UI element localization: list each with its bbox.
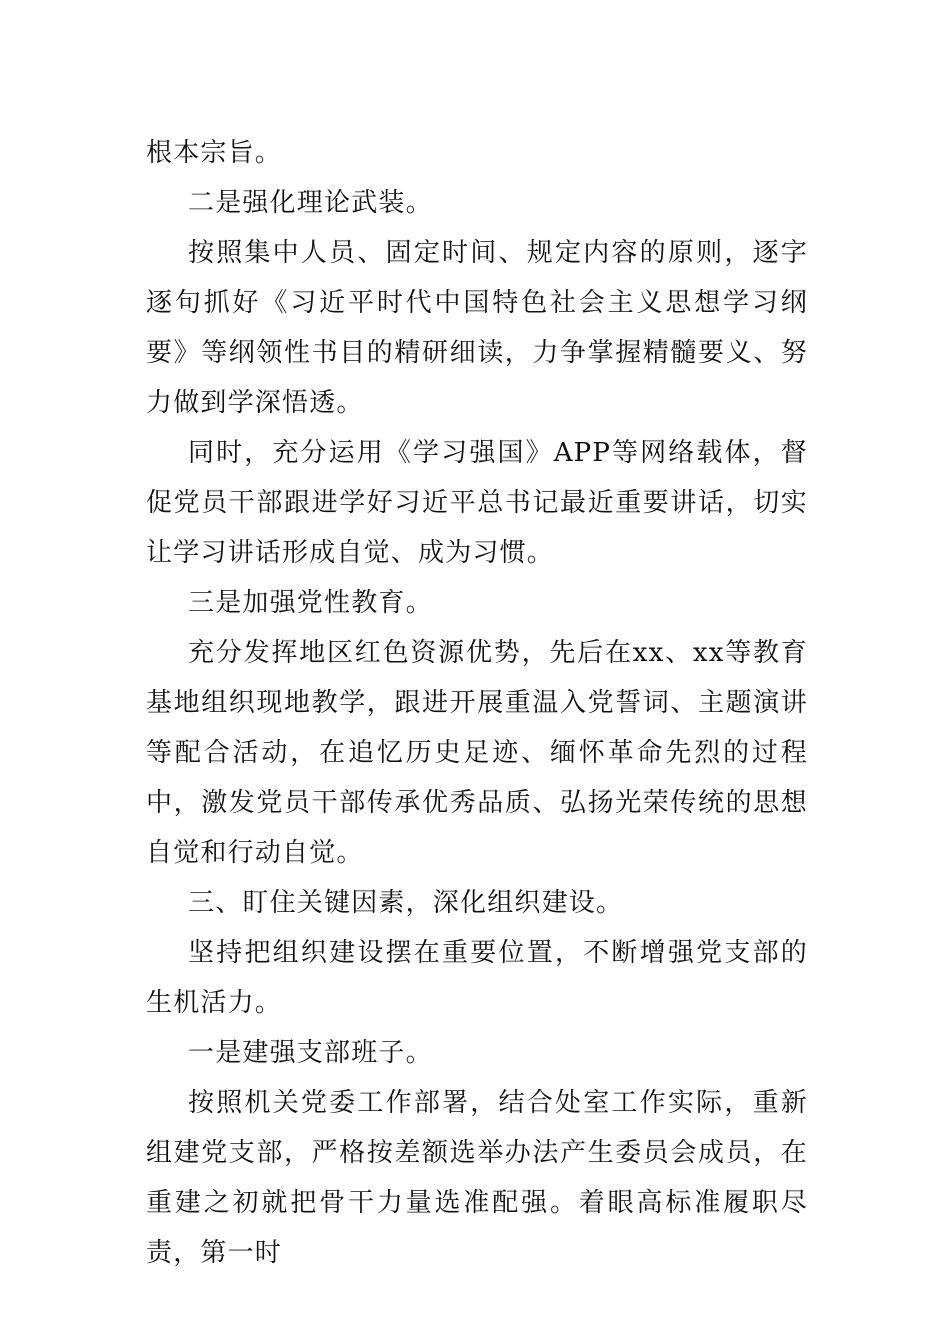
paragraph-4: 同时，充分运用《学习强国》APP等网络载体，督促党员干部跟进学好习近平总书记最近重要讲话，切实让学习讲话形成自觉、成为习惯。: [146, 438, 808, 568]
paragraph-10: 按照机关党委工作部署，结合处室工作实际，重新组建党支部，严格按差额选举办法产生委员会成员，在重建之初就把骨干力量选准配强。着眼高标准履职尽责，第一时: [146, 1088, 808, 1268]
paragraph-2: 二是强化理论武装。: [188, 188, 433, 218]
paragraph-3: 按照集中人员、固定时间、规定内容的原则，逐字逐句抓好《习近平时代中国特色社会主义思想学习纲要》等纲领性书目的精研细读，力争掌握精髓要义、努力做到学深悟透。: [146, 238, 808, 418]
paragraph-1: 根本宗旨。: [146, 138, 283, 168]
paragraph-7: 三、盯住关键因素，深化组织建设。: [188, 888, 624, 918]
paragraph-8: 坚持把组织建设摆在重要位置，不断增强党支部的生机活力。: [146, 938, 808, 1018]
document-body: [146, 128, 808, 1278]
paragraph-5: 三是加强党性教育。: [188, 588, 433, 618]
paragraph-9: 一是建强支部班子。: [188, 1038, 433, 1068]
paragraph-6: 充分发挥地区红色资源优势，先后在xx、xx等教育基地组织现地教学，跟进开展重温入党誓词、主题演讲等配合活动，在追忆历史足迹、缅怀革命先烈的过程中，激发党员干部传承优秀品质、弘扬光荣传统的思想自觉和行动自觉。: [146, 638, 808, 868]
